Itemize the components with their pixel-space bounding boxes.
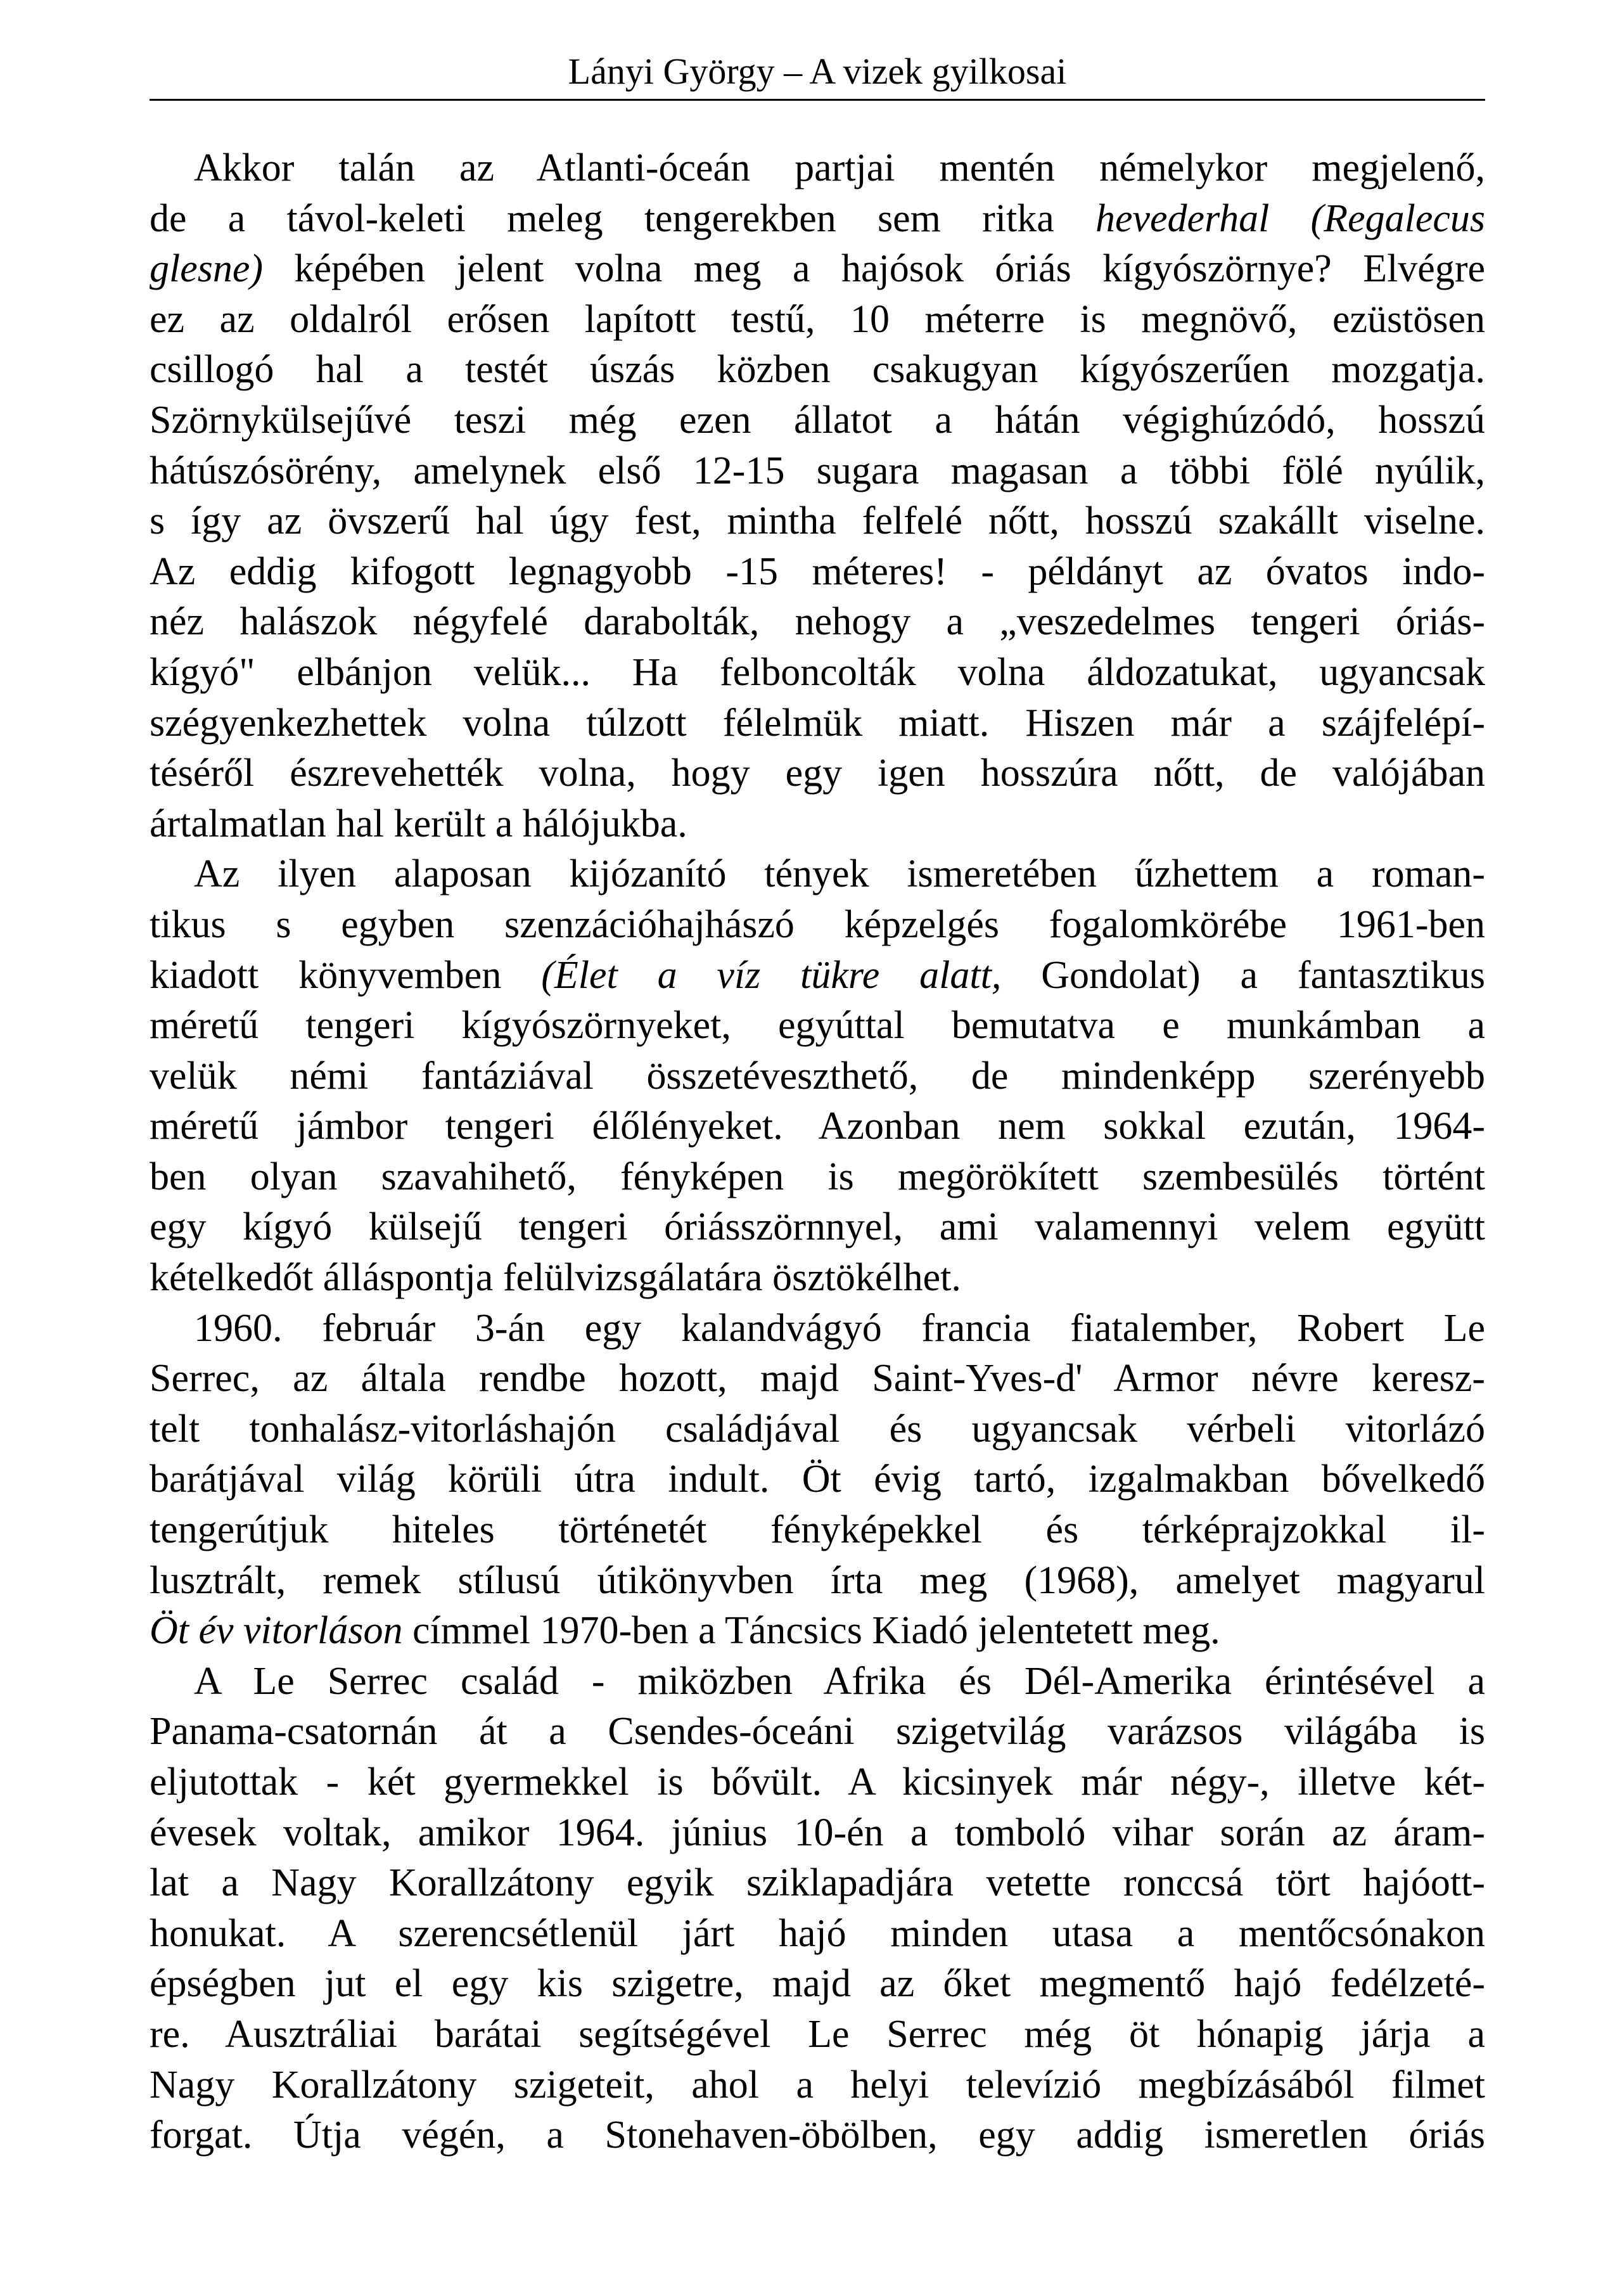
- text-line: [150, 648, 1485, 698]
- text-segment: barátjával világ körüli útra indult. Öt évig tartó, izgalmakban bővelkedő: [150, 1458, 1485, 1501]
- text-segment: honukat. A szerencsétlenül járt hajó minden utasa a mentőcsónakon: [150, 1911, 1485, 1955]
- text-segment: csillogó hal a testét úszás közben csakugyan kígyószerűen mozgatja.: [150, 348, 1485, 392]
- text-segment: Az eddig kifogott legnagyobb -15 méteres! - példányt az óvatos indo-: [150, 549, 1485, 593]
- text-line: [150, 1808, 1485, 1859]
- text-line: [150, 1454, 1485, 1505]
- text-segment: de a távol-keleti meleg tengerekben sem ritka: [150, 196, 1095, 240]
- text-line: [150, 1657, 1485, 1707]
- text-line: [150, 1404, 1485, 1455]
- text-line: [150, 748, 1485, 799]
- text-line: [150, 547, 1485, 598]
- text-segment: képében jelent volna meg a hajósok óriás kígyószörnye? Elvégre: [263, 247, 1485, 291]
- text-line: [150, 1858, 1485, 1909]
- text-segment: évesek voltak, amikor 1964. június 10-én a tomboló vihar során az áram-: [150, 1811, 1485, 1854]
- running-title: Lányi György – A vizek gyilkosai: [568, 51, 1067, 92]
- text-segment: téséről észrevehették volna, hogy egy igen hosszúra nőtt, de valójában: [150, 752, 1485, 795]
- text-segment: Nagy Korallzátony szigeteit, ahol a helyi televízió megbízásából filmet: [150, 2063, 1485, 2107]
- text-line: [150, 849, 1485, 900]
- text-segment: Az ilyen alaposan kijózanító tények ismeretében űzhettem a roman-: [194, 852, 1485, 896]
- text-line: [150, 194, 1485, 245]
- text-segment: szégyenkezhettek volna túlzott félelmük miatt. Hiszen már a szájfelépí-: [150, 701, 1485, 745]
- text-line: [150, 1556, 1485, 1607]
- text-line: [150, 295, 1485, 345]
- text-segment: s így az övszerű hal úgy fest, mintha felfelé nőtt, hosszú szakállt viselne.: [150, 499, 1485, 543]
- text-segment: ez az oldalról erősen lapított testű, 10 méterre is megnövő, ezüstösen: [150, 297, 1485, 341]
- text-line: [150, 1253, 1485, 1304]
- text-line: [150, 2010, 1485, 2060]
- text-segment: néz halászok négyfelé darabolták, nehogy a „veszedelmes tengeri óriás-: [150, 600, 1485, 644]
- text-segment: hátúszósörény, amelynek első 12-15 sugara magasan a többi fölé nyúlik,: [150, 449, 1485, 492]
- text-segment: címmel 1970-ben a Táncsics Kiadó jelentetett meg.: [402, 1609, 1220, 1653]
- text-segment: ártalmatlan hal került a hálójukba.: [150, 802, 687, 845]
- text-line: [150, 799, 1485, 850]
- italic-text-segment: hevederhal (Regalecus: [1095, 196, 1485, 240]
- text-segment: eljutottak - két gyermekkel is bővült. A kicsinyek már négy-, illetve két-: [150, 1760, 1485, 1804]
- italic-text-segment: glesne): [150, 247, 264, 291]
- text-segment: 1960. február 3-án egy kalandvágyó francia fiatalember, Robert Le: [194, 1306, 1485, 1350]
- text-segment: re. Ausztráliai barátai segítségével Le Serrec még öt hónapig járja a: [150, 2012, 1485, 2056]
- text-segment: egy kígyó külsejű tengeri óriásszörnnyel, ami valamennyi velem együtt: [150, 1205, 1485, 1249]
- text-line: [150, 597, 1485, 648]
- text-line: [150, 1959, 1485, 2010]
- text-line: [150, 143, 1485, 194]
- text-segment: kígyó" elbánjon velük... Ha felboncolták volna áldozatukat, ugyancsak: [150, 650, 1485, 694]
- text-line: [150, 244, 1485, 295]
- text-line: [150, 496, 1485, 547]
- italic-text-segment: Öt év vitorláson: [150, 1609, 403, 1653]
- text-line: [150, 1505, 1485, 1556]
- text-line: [150, 900, 1485, 951]
- paragraph: [150, 1304, 1485, 1657]
- text-line: [150, 1757, 1485, 1808]
- text-line: [150, 1707, 1485, 1757]
- running-header: [150, 44, 1485, 101]
- text-line: [150, 1202, 1485, 1253]
- text-segment: méretű jámbor tengeri élőlényeket. Azonban nem sokkal ezután, 1964-: [150, 1105, 1485, 1148]
- text-line: [150, 1051, 1485, 1102]
- text-line: [150, 1606, 1485, 1657]
- text-line: [150, 395, 1485, 446]
- text-segment: tikus s egyben szenzációhajhászó képzelgés fogalomkörébe 1961-ben: [150, 902, 1485, 946]
- text-segment: A Le Serrec család - miközben Afrika és Dél-Amerika érintésével a: [194, 1659, 1485, 1703]
- text-segment: forgat. Útja végén, a Stonehaven-öbölben, egy addig ismeretlen óriás: [150, 2113, 1485, 2157]
- text-line: [150, 951, 1485, 1001]
- text-segment: Panama-csatornán át a Csendes-óceáni szigetvilág varázsos világába is: [150, 1710, 1485, 1754]
- text-segment: kiadott könyvemben: [150, 953, 542, 997]
- text-segment: Serrec, az általa rendbe hozott, majd Saint-Yves-d' Armor névre keresz-: [150, 1357, 1485, 1401]
- text-segment: lat a Nagy Korallzátony egyik sziklapadjára vetette ronccsá tört hajóott-: [150, 1861, 1485, 1905]
- text-segment: kételkedőt álláspontja felülvizsgálatára ösztökélhet.: [150, 1256, 961, 1300]
- text-line: [150, 446, 1485, 497]
- text-segment: Szörnykülsejűvé teszi még ezen állatot a hátán végighúzódó, hosszú: [150, 398, 1485, 442]
- text-line: [150, 1354, 1485, 1404]
- text-segment: velük némi fantáziával összetéveszthető, de mindenképp szerényebb: [150, 1054, 1485, 1098]
- italic-text-segment: (Élet a víz tükre alatt,: [541, 953, 1002, 997]
- text-segment: Akkor talán az Atlanti-óceán partjai mentén némelykor megjelenő,: [194, 146, 1485, 189]
- text-line: [150, 345, 1485, 395]
- text-line: [150, 1001, 1485, 1051]
- text-segment: tengerútjuk hiteles történetét fényképekkel és térképrajzokkal il-: [150, 1508, 1485, 1552]
- paragraph: [150, 849, 1485, 1303]
- text-segment: Gondolat) a fantasztikus: [1001, 953, 1485, 997]
- text-line: [150, 1304, 1485, 1354]
- text-line: [150, 1152, 1485, 1203]
- body-text: [150, 143, 1485, 2161]
- paragraph: [150, 1657, 1485, 2161]
- text-line: [150, 2110, 1485, 2161]
- text-segment: épségben jut el egy kis szigetre, majd az őket megmentő hajó fedélzeté-: [150, 1962, 1485, 2006]
- text-segment: ben olyan szavahihető, fényképen is megörökített szembesülés történt: [150, 1155, 1485, 1198]
- text-line: [150, 1101, 1485, 1152]
- text-line: [150, 698, 1485, 749]
- paragraph: [150, 143, 1485, 849]
- text-segment: méretű tengeri kígyószörnyeket, egyúttal bemutatva e munkámban a: [150, 1004, 1485, 1048]
- text-line: [150, 2060, 1485, 2111]
- text-segment: lusztrált, remek stílusú útikönyvben írta meg (1968), amelyet magyarul: [150, 1558, 1485, 1602]
- text-line: [150, 1909, 1485, 1959]
- text-segment: telt tonhalász-vitorláshajón családjával és ugyancsak vérbeli vitorlázó: [150, 1407, 1485, 1451]
